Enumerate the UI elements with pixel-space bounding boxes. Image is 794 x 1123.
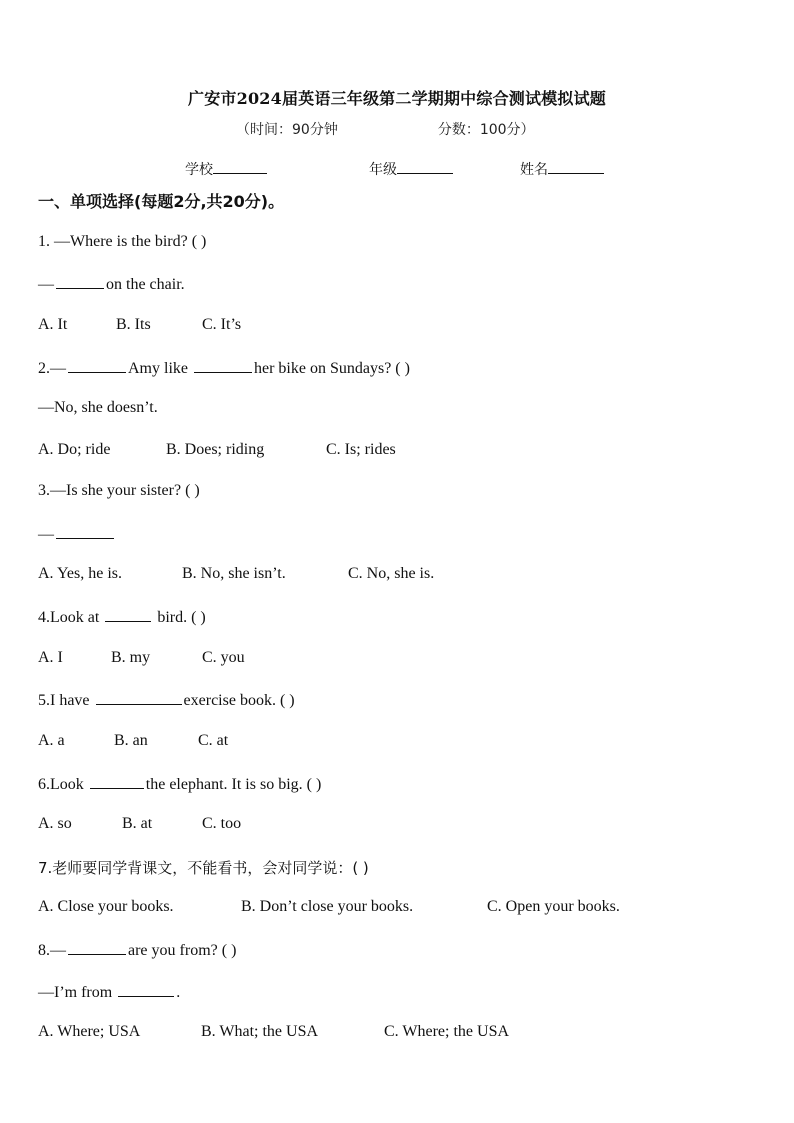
option-a[interactable]: A. so bbox=[38, 815, 72, 832]
question-1-reply bbox=[38, 274, 185, 294]
option-b[interactable]: B. What; the USA bbox=[201, 1023, 319, 1040]
answer-blank[interactable] bbox=[56, 524, 114, 539]
option-c[interactable]: C. Where; the USA bbox=[384, 1023, 510, 1040]
answer-blank[interactable] bbox=[194, 358, 252, 373]
question-5-options bbox=[38, 732, 228, 750]
question-4 bbox=[38, 607, 206, 627]
option-c[interactable]: C. It’s bbox=[202, 316, 242, 333]
question-text: Amy like bbox=[128, 360, 188, 377]
option-a[interactable]: A. Where; USA bbox=[38, 1023, 141, 1040]
option-b[interactable]: B. No, she isn’t. bbox=[182, 565, 286, 582]
name-label: 姓名 bbox=[520, 162, 548, 178]
question-1-options bbox=[38, 316, 241, 334]
reply-text: on the chair. bbox=[106, 276, 185, 293]
answer-blank[interactable] bbox=[105, 607, 151, 622]
option-b[interactable]: B. my bbox=[111, 649, 151, 666]
question-6-options bbox=[38, 815, 241, 833]
time-label: （时间：90分钟 bbox=[236, 122, 338, 138]
question-text: 5.I have bbox=[38, 692, 90, 709]
question-4-options bbox=[38, 649, 245, 667]
option-a[interactable]: A. It bbox=[38, 316, 68, 333]
question-3-options bbox=[38, 565, 434, 583]
option-a[interactable]: A. Close your books. bbox=[38, 898, 174, 915]
answer-blank[interactable] bbox=[56, 274, 104, 289]
question-text: the elephant. It is so big. ( ) bbox=[145, 776, 322, 793]
option-c[interactable]: C. No, she is. bbox=[348, 565, 435, 582]
option-c[interactable]: C. you bbox=[202, 649, 245, 666]
option-c[interactable]: C. at bbox=[198, 732, 229, 749]
answer-blank[interactable] bbox=[96, 690, 182, 705]
reply-text: —I’m from bbox=[38, 984, 113, 1001]
question-2-options bbox=[38, 441, 396, 459]
school-label: 学校 bbox=[185, 162, 213, 178]
question-7: 7.老师要同学背课文，不能看书，会对同学说：( ) bbox=[38, 859, 369, 877]
option-c[interactable]: C. Is; rides bbox=[326, 441, 396, 458]
question-2-reply: —No, she doesn’t. bbox=[38, 399, 158, 416]
option-b[interactable]: B. Does; riding bbox=[166, 441, 265, 458]
school-blank[interactable] bbox=[213, 159, 267, 174]
option-b[interactable]: B. Its bbox=[116, 316, 151, 333]
option-c[interactable]: C. too bbox=[202, 815, 242, 832]
question-text: her bike on Sundays? ( ) bbox=[254, 360, 410, 377]
reply-dash: — bbox=[38, 276, 54, 293]
grade-blank[interactable] bbox=[397, 159, 453, 174]
answer-blank[interactable] bbox=[68, 358, 126, 373]
question-8-options bbox=[38, 1023, 509, 1041]
option-a[interactable]: A. Do; ride bbox=[38, 441, 111, 458]
reply-text: . bbox=[176, 984, 181, 1001]
grade-field bbox=[369, 159, 453, 179]
option-c[interactable]: C. Open your books. bbox=[487, 898, 620, 915]
exam-title: 广安市2024届英语三年级第二学期期中综合测试模拟试题 bbox=[188, 89, 606, 108]
option-b[interactable]: B. Don’t close your books. bbox=[241, 898, 414, 915]
question-5 bbox=[38, 690, 295, 710]
question-8-reply bbox=[38, 982, 180, 1002]
answer-blank[interactable] bbox=[68, 940, 126, 955]
question-number: 2.— bbox=[38, 360, 66, 377]
question-7-options bbox=[38, 898, 620, 916]
answer-blank[interactable] bbox=[90, 774, 144, 789]
question-3-reply bbox=[38, 524, 116, 544]
question-1: 1. —Where is the bird? ( ) bbox=[38, 233, 207, 250]
option-a[interactable]: A. Yes, he is. bbox=[38, 565, 123, 582]
option-b[interactable]: B. at bbox=[122, 815, 153, 832]
school-field bbox=[185, 159, 267, 179]
question-text: 6.Look bbox=[38, 776, 84, 793]
answer-blank[interactable] bbox=[118, 982, 174, 997]
name-blank[interactable] bbox=[548, 159, 604, 174]
question-2 bbox=[38, 358, 410, 378]
name-field bbox=[520, 159, 604, 179]
score-label: 分数：100分） bbox=[437, 122, 535, 138]
question-text: are you from? ( ) bbox=[128, 942, 237, 959]
question-text: bird. ( ) bbox=[157, 609, 206, 626]
option-a[interactable]: A. a bbox=[38, 732, 65, 749]
question-text: 4.Look at bbox=[38, 609, 100, 626]
grade-label: 年级 bbox=[369, 162, 397, 178]
question-text: exercise book. ( ) bbox=[183, 692, 295, 709]
question-number: 8.— bbox=[38, 942, 66, 959]
question-8 bbox=[38, 940, 236, 960]
exam-subtitle bbox=[236, 119, 535, 139]
option-b[interactable]: B. an bbox=[114, 732, 148, 749]
section-heading: 一、单项选择(每题2分,共20分)。 bbox=[38, 192, 285, 211]
question-3: 3.—Is she your sister? ( ) bbox=[38, 482, 200, 499]
option-a[interactable]: A. I bbox=[38, 649, 63, 666]
question-6 bbox=[38, 774, 321, 794]
reply-dash: — bbox=[38, 526, 54, 543]
